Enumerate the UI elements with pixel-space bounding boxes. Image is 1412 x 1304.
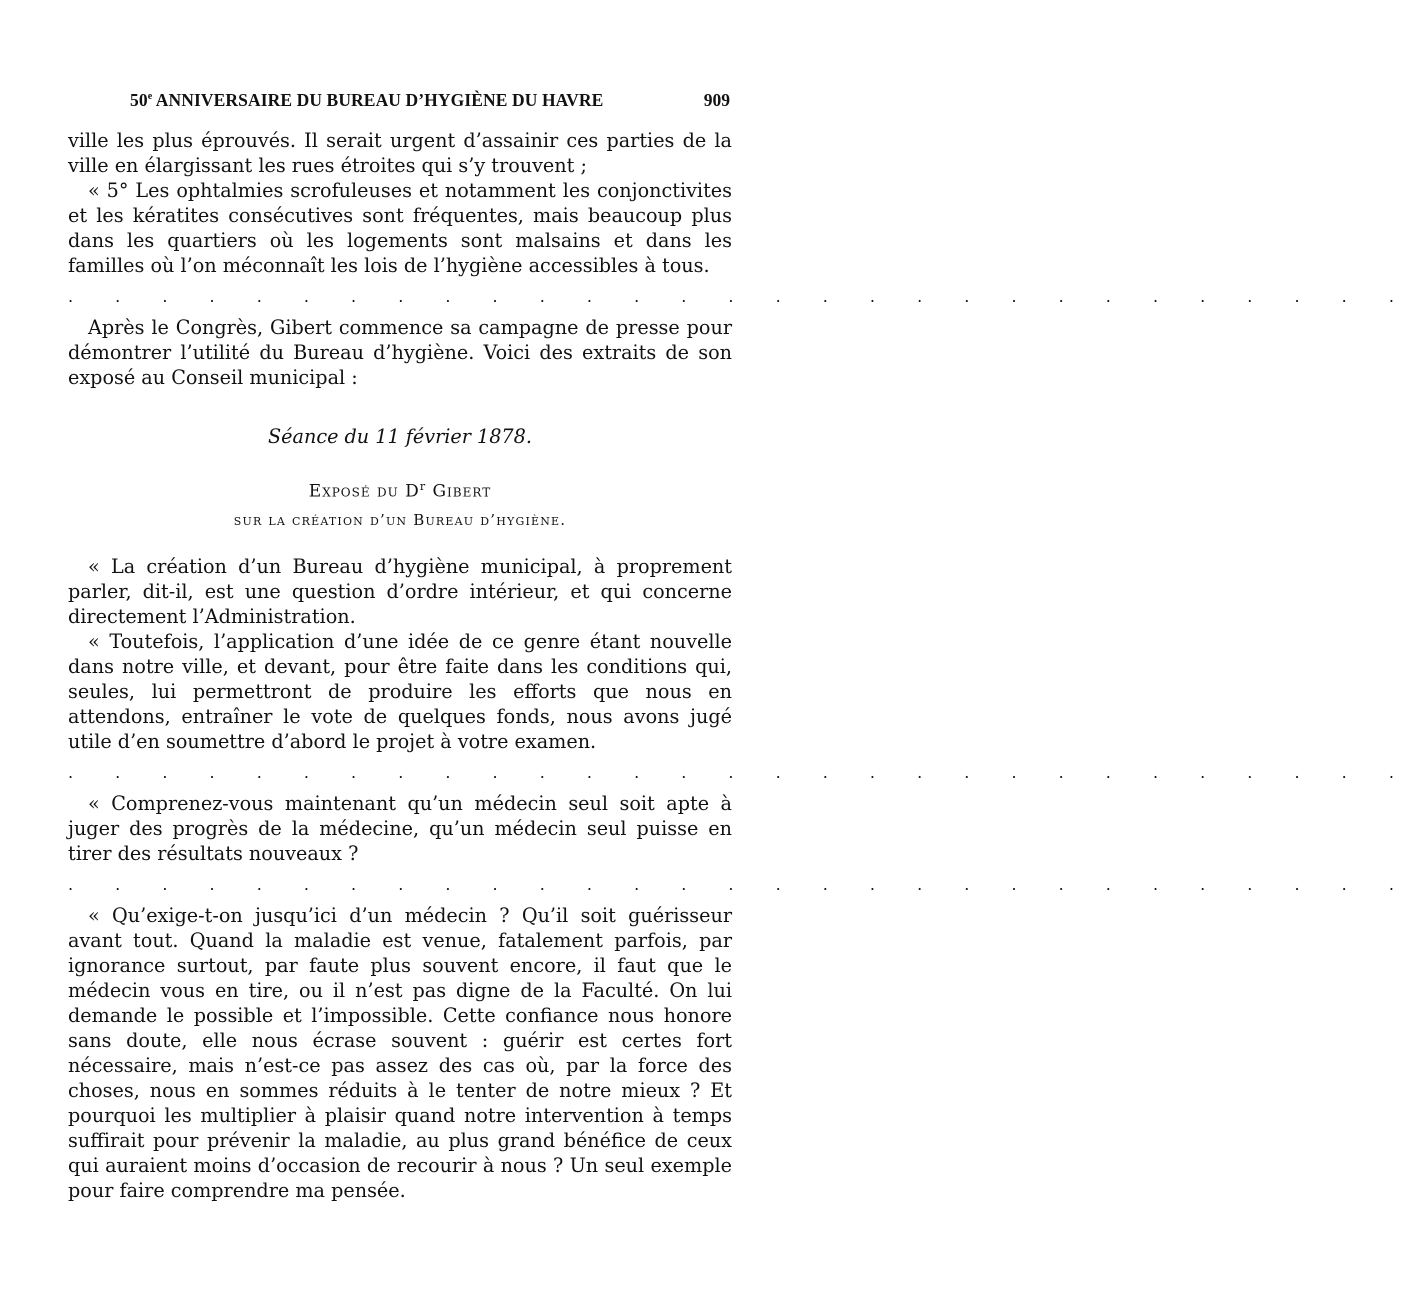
paragraph: « Comprenez-vous maintenant qu’un médecin seul soit apte à juger des progrès de la médecine, qu’un médecin seul puisse en tirer des résultats nouveaux ? (68, 791, 732, 865)
paragraph: ville les plus éprouvés. Il serait urgent d’assainir ces parties de la ville en élargissant les rues étroites qui s’y trouvent ; (68, 129, 732, 177)
ellipsis-separator: . . . . . . . . . . . . . . . . . . . . . . . . . . . . . (68, 287, 1412, 306)
page-body (68, 128, 1412, 1203)
title-superscript: e (147, 91, 153, 103)
paragraph: « Qu’exige-t-on jusqu’ici d’un médecin ? Qu’il soit guérisseur avant tout. Quand la maladie est venue, fatalement parfois, par ignorance surtout, par faute plus souvent encore, il faut que le médecin vous en tire, ou il n’est pas digne de la Faculté. On lui demande le possible et l’impossible. Cette confiance nous honore sans doute, elle nous écrase souvent : guérir est certes fort nécessaire, mais n’est-ce pas assez des cas où, par la force des choses, nous en sommes réduits à le tenter de notre mieux ? Et pourquoi les multiplier à plaisir quand notre intervention à temps suffirait pour prévenir la maladie, au plus grand bénéfice de ceux qui auraient moins d’occasion de recourir à nous ? Un seul exemple pour faire comprendre ma pensée. (68, 903, 732, 1202)
title-prefix: 50 (130, 90, 148, 110)
paragraph: « La création d’un Bureau d’hygiène municipal, à proprement parler, dit-il, est une question d’ordre intérieur, et qui concerne directement l’Administration. (68, 554, 732, 628)
running-title (130, 90, 603, 111)
running-header (68, 88, 730, 116)
paragraph: « Toutefois, l’application d’une idée de ce genre étant nouvelle dans notre ville, et devant, pour être faite dans les conditions qui, seules, lui permettront de produire les efforts que nous en attendons, entraîner le vote de quelques fonds, nous avons jugé utile d’en soumettre d’abord le projet à votre examen. (68, 629, 732, 753)
title-main: ANNIVERSAIRE DU BUREAU D’HYGIÈNE DU HAVRE (152, 90, 604, 110)
subheading-line-2: sur la création d’un Bureau d’hygiène. (233, 510, 567, 529)
subheading-line-1: Exposé du $D^r$ Gibert (308, 480, 492, 502)
ellipsis-separator: . . . . . . . . . . . . . . . . . . . . . . . . . . . . . (68, 762, 1412, 782)
ellipsis-separator: . . . . . . . . . . . . . . . . . . . . . . . . . . . . . (68, 874, 1412, 894)
section-heading: Séance du 11 février 1878. (268, 425, 532, 448)
paragraph: Après le Congrès, Gibert commence sa campagne de presse pour démontrer l’utilité du Bureau d’hygiène. Voici des extraits de son exposé au Conseil municipal : (68, 316, 732, 389)
subheading (68, 473, 732, 534)
page-number: 909 (703, 90, 730, 110)
paragraph: « 5° Les ophtalmies scrofuleuses et notamment les conjonctivites et les kératites consécutives sont fréquentes, mais beaucoup plus dans les quartiers où les logements sont malsains et dans les familles où l’on méconnaît les lois de l’hygiène accessibles à tous. (68, 179, 732, 277)
